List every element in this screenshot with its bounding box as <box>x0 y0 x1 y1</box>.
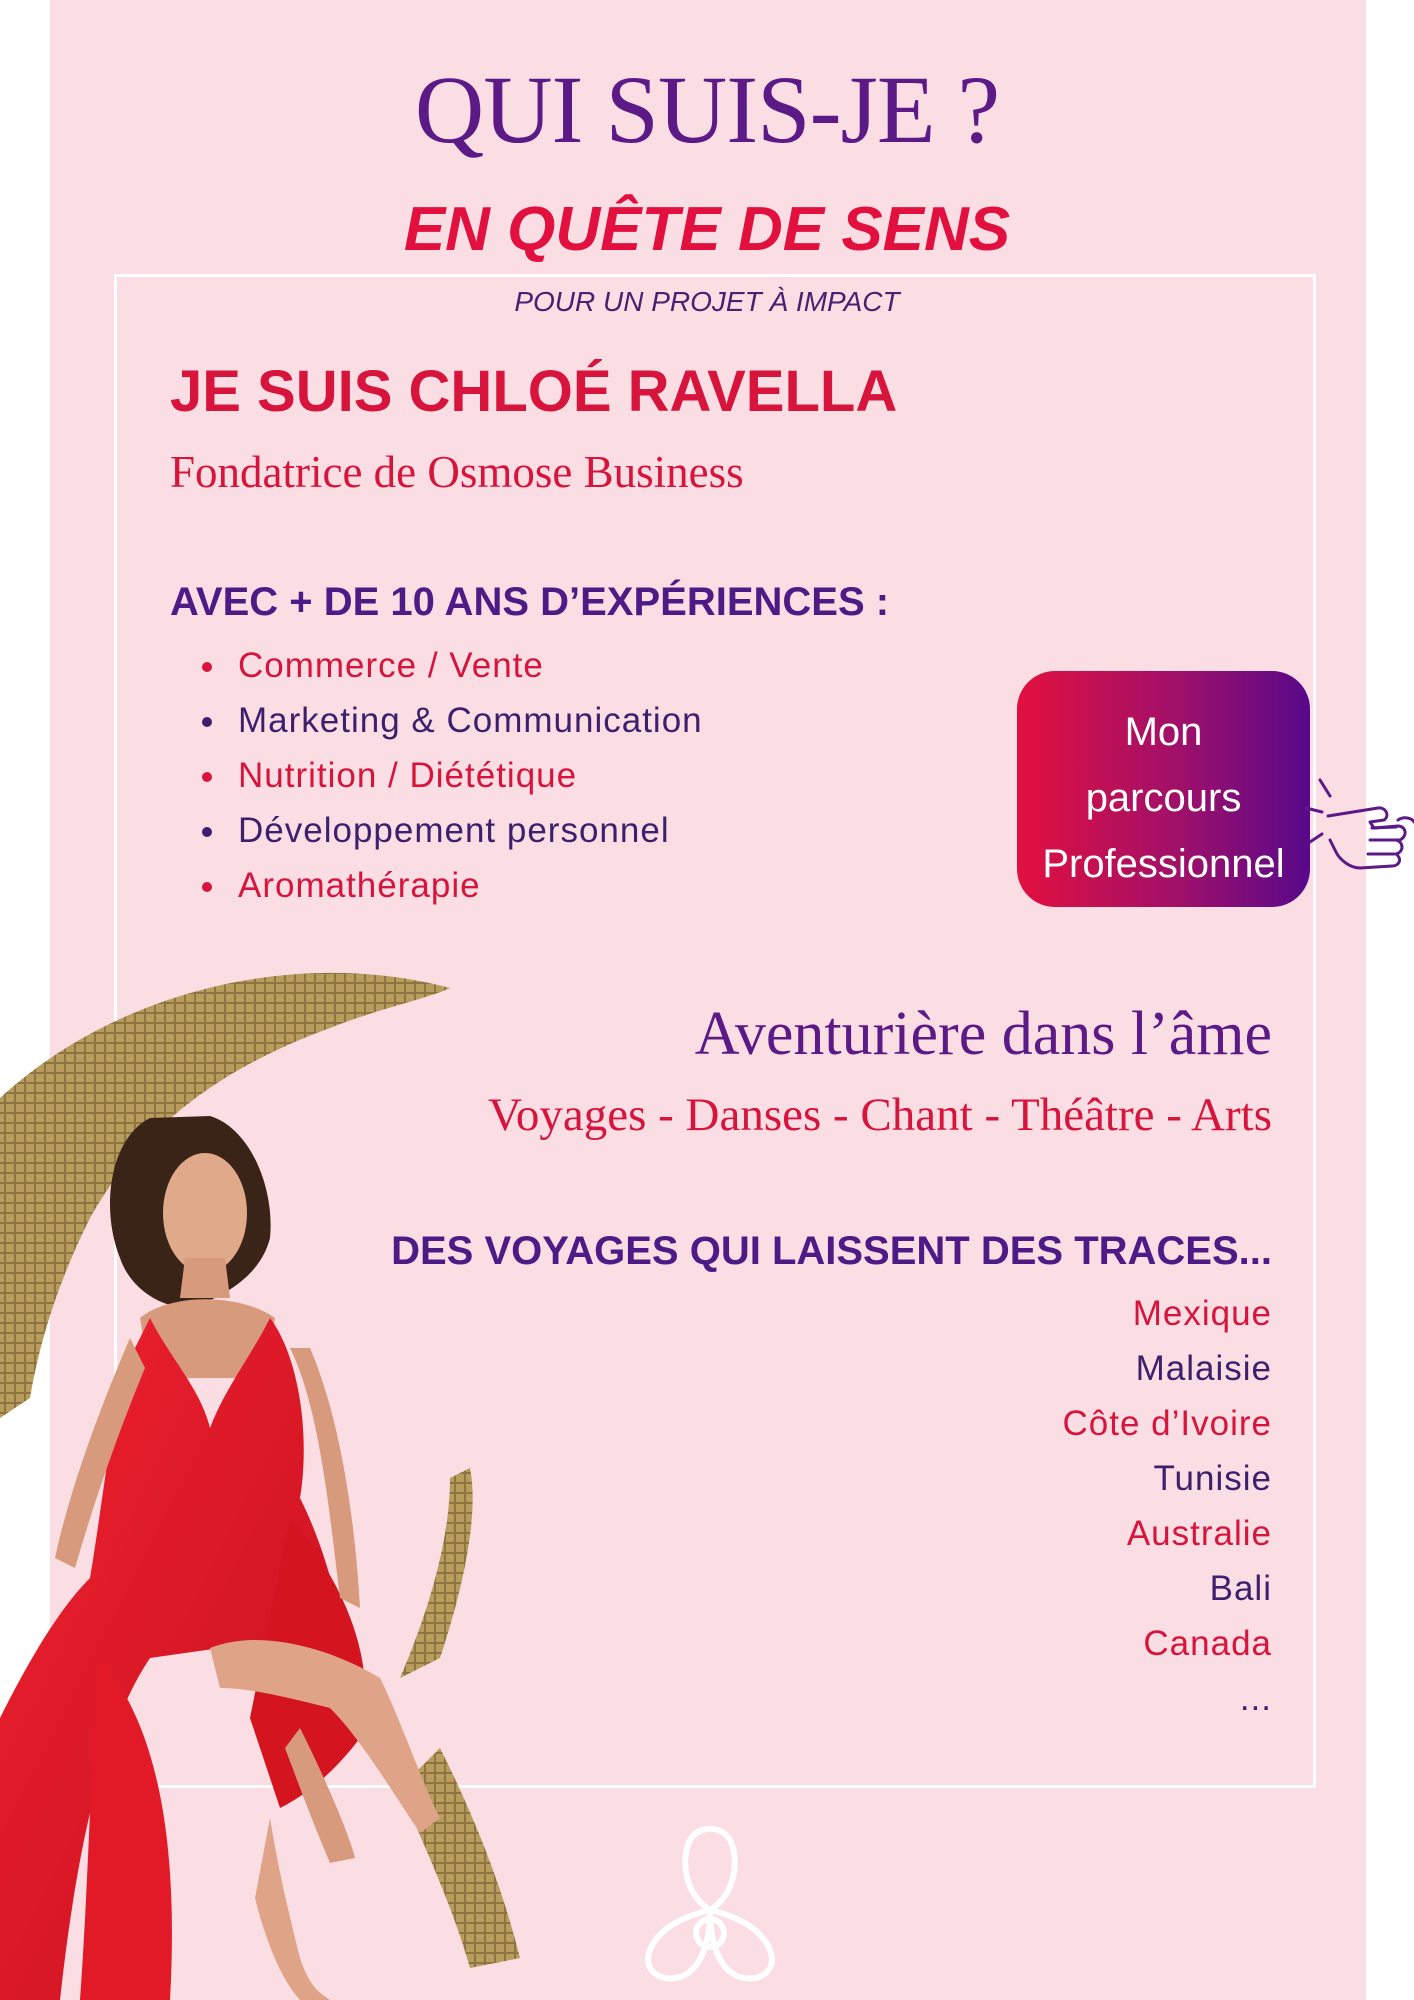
page-subtitle: EN QUÊTE DE SENS <box>403 195 1011 264</box>
country-item: Tunisie <box>1153 1459 1272 1498</box>
author-role: Fondatrice de Osmose Business <box>170 447 744 497</box>
experience-item: Aromathérapie <box>200 858 703 913</box>
experience-list <box>200 638 703 913</box>
portrait-photo <box>0 958 640 2000</box>
page-title: QUI SUIS-JE ? <box>414 56 1000 163</box>
country-item: ... <box>1239 1679 1272 1718</box>
experience-item: Développement personnel <box>200 803 703 858</box>
country-list <box>1063 1286 1272 1726</box>
career-button-label-3: Professionnel <box>1042 842 1285 886</box>
author-name: JE SUIS CHLOÉ RAVELLA <box>170 359 898 424</box>
country-item: Malaisie <box>1135 1349 1272 1388</box>
country-item: Mexique <box>1132 1294 1272 1333</box>
country-item: Bali <box>1209 1569 1272 1608</box>
experience-heading: AVEC + DE 10 ANS D’EXPÉRIENCES : <box>170 580 890 624</box>
country-item: Canada <box>1143 1624 1272 1663</box>
career-button[interactable] <box>1017 671 1310 907</box>
pointing-hand-icon <box>1300 760 1414 880</box>
osmose-logo-icon <box>630 1815 790 1985</box>
country-item: Australie <box>1126 1514 1272 1553</box>
experience-item: Nutrition / Diététique <box>200 748 703 803</box>
passion-title: Aventurière dans l’âme <box>694 1000 1272 1068</box>
experience-item: Marketing & Communication <box>200 693 703 748</box>
country-item: Côte d’Ivoire <box>1062 1404 1272 1443</box>
career-button-label-1: Mon <box>1124 710 1203 754</box>
tagline: POUR UN PROJET À IMPACT <box>514 286 900 317</box>
travel-heading: DES VOYAGES QUI LAISSENT DES TRACES... <box>391 1229 1272 1273</box>
career-button-label-2: parcours <box>1085 776 1242 820</box>
experience-item: Commerce / Vente <box>200 638 703 693</box>
hobbies-line: Voyages - Danses - Chant - Théâtre - Arts <box>487 1089 1272 1141</box>
